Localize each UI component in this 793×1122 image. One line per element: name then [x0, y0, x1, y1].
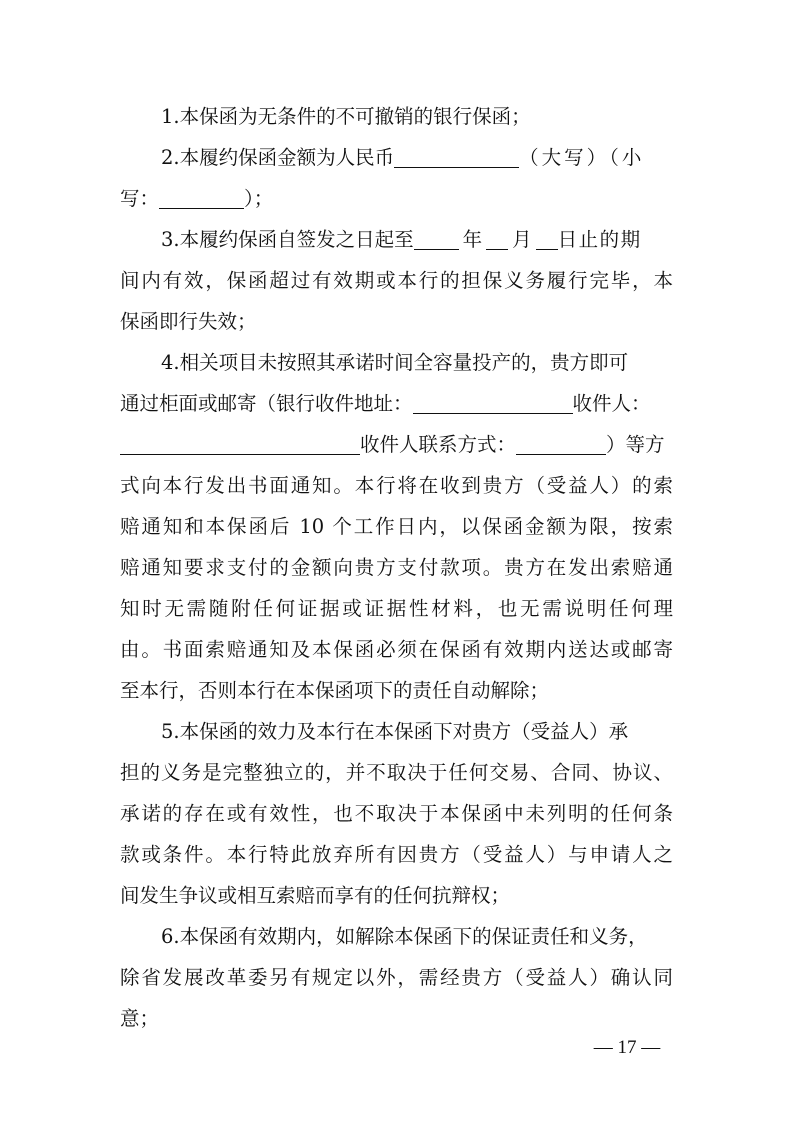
clause-4-text-h: 赔通知要求支付的金额向贵方支付款项。贵方在发出索赔通 [120, 556, 673, 579]
clause-5-text-d: 款或条件。本行特此放弃所有因贵方（受益人）与申请人之 [120, 843, 673, 866]
document-page [120, 96, 673, 1039]
clause-1-line-1 [120, 96, 673, 137]
clause-4-line-8 [120, 629, 673, 670]
clause-2-text-d: ）； [244, 187, 274, 210]
clause-4-text-e: ）等方 [606, 433, 665, 456]
clause-6-line-1 [120, 916, 673, 957]
clause-1-text: 1.本保函为无条件的不可撤销的银行保函； [161, 105, 531, 128]
clause-5-line-5 [120, 875, 673, 916]
month-label: 月 [512, 228, 532, 251]
clause-2-text-b: （大写）（小 [519, 146, 645, 169]
month-blank [486, 227, 508, 250]
clause-2-line-2 [120, 178, 673, 219]
clause-3-text-a: 3.本履约保函自签发之日起至 [161, 228, 414, 251]
clause-4-text-j: 由。书面索赔通知及本保函必须在保函有效期内送达或邮寄 [120, 638, 673, 661]
clause-4-line-4 [120, 465, 673, 506]
clause-2-line-1 [120, 137, 673, 178]
bank-address-blank [413, 391, 573, 414]
clause-4-text-g: 赔通知和本保函后 10 个工作日内，以保函金额为限，按索 [120, 515, 673, 538]
clause-3-text-c: 间内有效，保函超过有效期或本行的担保义务履行完毕，本 [120, 269, 673, 292]
clause-4-line-3 [120, 424, 673, 465]
clause-6-text-a: 6.本保函有效期内，如解除本保函下的保证责任和义务， [161, 925, 648, 948]
clause-5-text-b: 担的义务是完整独立的，并不取决于任何交易、合同、协议、 [120, 761, 673, 784]
year-label: 年 [462, 228, 483, 251]
clause-5-line-2 [120, 752, 673, 793]
page-number: — 17 — [593, 1037, 661, 1058]
clause-4-text-i: 知时无需随附任何证据或证据性材料，也无需说明任何理 [120, 597, 673, 620]
clause-5-line-1 [120, 711, 673, 752]
clause-5-text-c: 承诺的存在或有效性，也不取决于本保函中未列明的任何条 [120, 802, 673, 825]
clause-4-text-a: 4.相关项目未按照其承诺时间全容量投产的，贵方即可 [161, 351, 629, 374]
clause-4-text-b: 通过柜面或邮寄（银行收件地址： [120, 392, 413, 415]
clause-6-line-2 [120, 957, 673, 998]
recipient-blank [120, 432, 360, 455]
clause-6-text-b: 除省发展改革委另有规定以外，需经贵方（受益人）确认同 [120, 966, 673, 989]
clause-3-line-1 [120, 219, 673, 260]
clause-4-line-6 [120, 547, 673, 588]
clause-4-text-c: 收件人： [572, 392, 651, 415]
clause-4-text-f: 式向本行发出书面通知。本行将在收到贵方（受益人）的索 [120, 474, 673, 497]
clause-4-line-1 [120, 342, 673, 383]
amount-blank [394, 145, 519, 168]
clause-4-line-5 [120, 506, 673, 547]
clause-2-text-a: 2.本履约保函金额为人民币 [161, 146, 395, 169]
clause-5-text-a: 5.本保函的效力及本行在本保函下对贵方（受益人）承 [161, 720, 629, 743]
clause-2-text-c: 写： [120, 187, 160, 210]
clause-6-text-c: 意； [120, 1007, 160, 1030]
clause-6-line-3 [120, 998, 673, 1039]
day-blank [536, 227, 558, 250]
clause-4-line-7 [120, 588, 673, 629]
year-blank [414, 227, 459, 250]
clause-3-text-d: 保函即行失效； [120, 310, 257, 333]
clause-4-text-k: 至本行，否则本行在本保函项下的责任自动解除； [120, 679, 550, 702]
clause-3-text-b: 日止的期 [557, 228, 642, 251]
clause-4-line-2 [120, 383, 673, 424]
clause-4-line-9 [120, 670, 673, 711]
clause-3-line-2 [120, 260, 673, 301]
clause-5-text-e: 间发生争议或相互索赔而享有的任何抗辩权； [120, 884, 511, 907]
clause-5-line-3 [120, 793, 673, 834]
clause-4-text-d: 收件人联系方式： [360, 433, 517, 456]
clause-5-line-4 [120, 834, 673, 875]
clause-3-line-3 [120, 301, 673, 342]
contact-blank [516, 432, 606, 455]
amount-lowercase-blank [159, 186, 244, 209]
